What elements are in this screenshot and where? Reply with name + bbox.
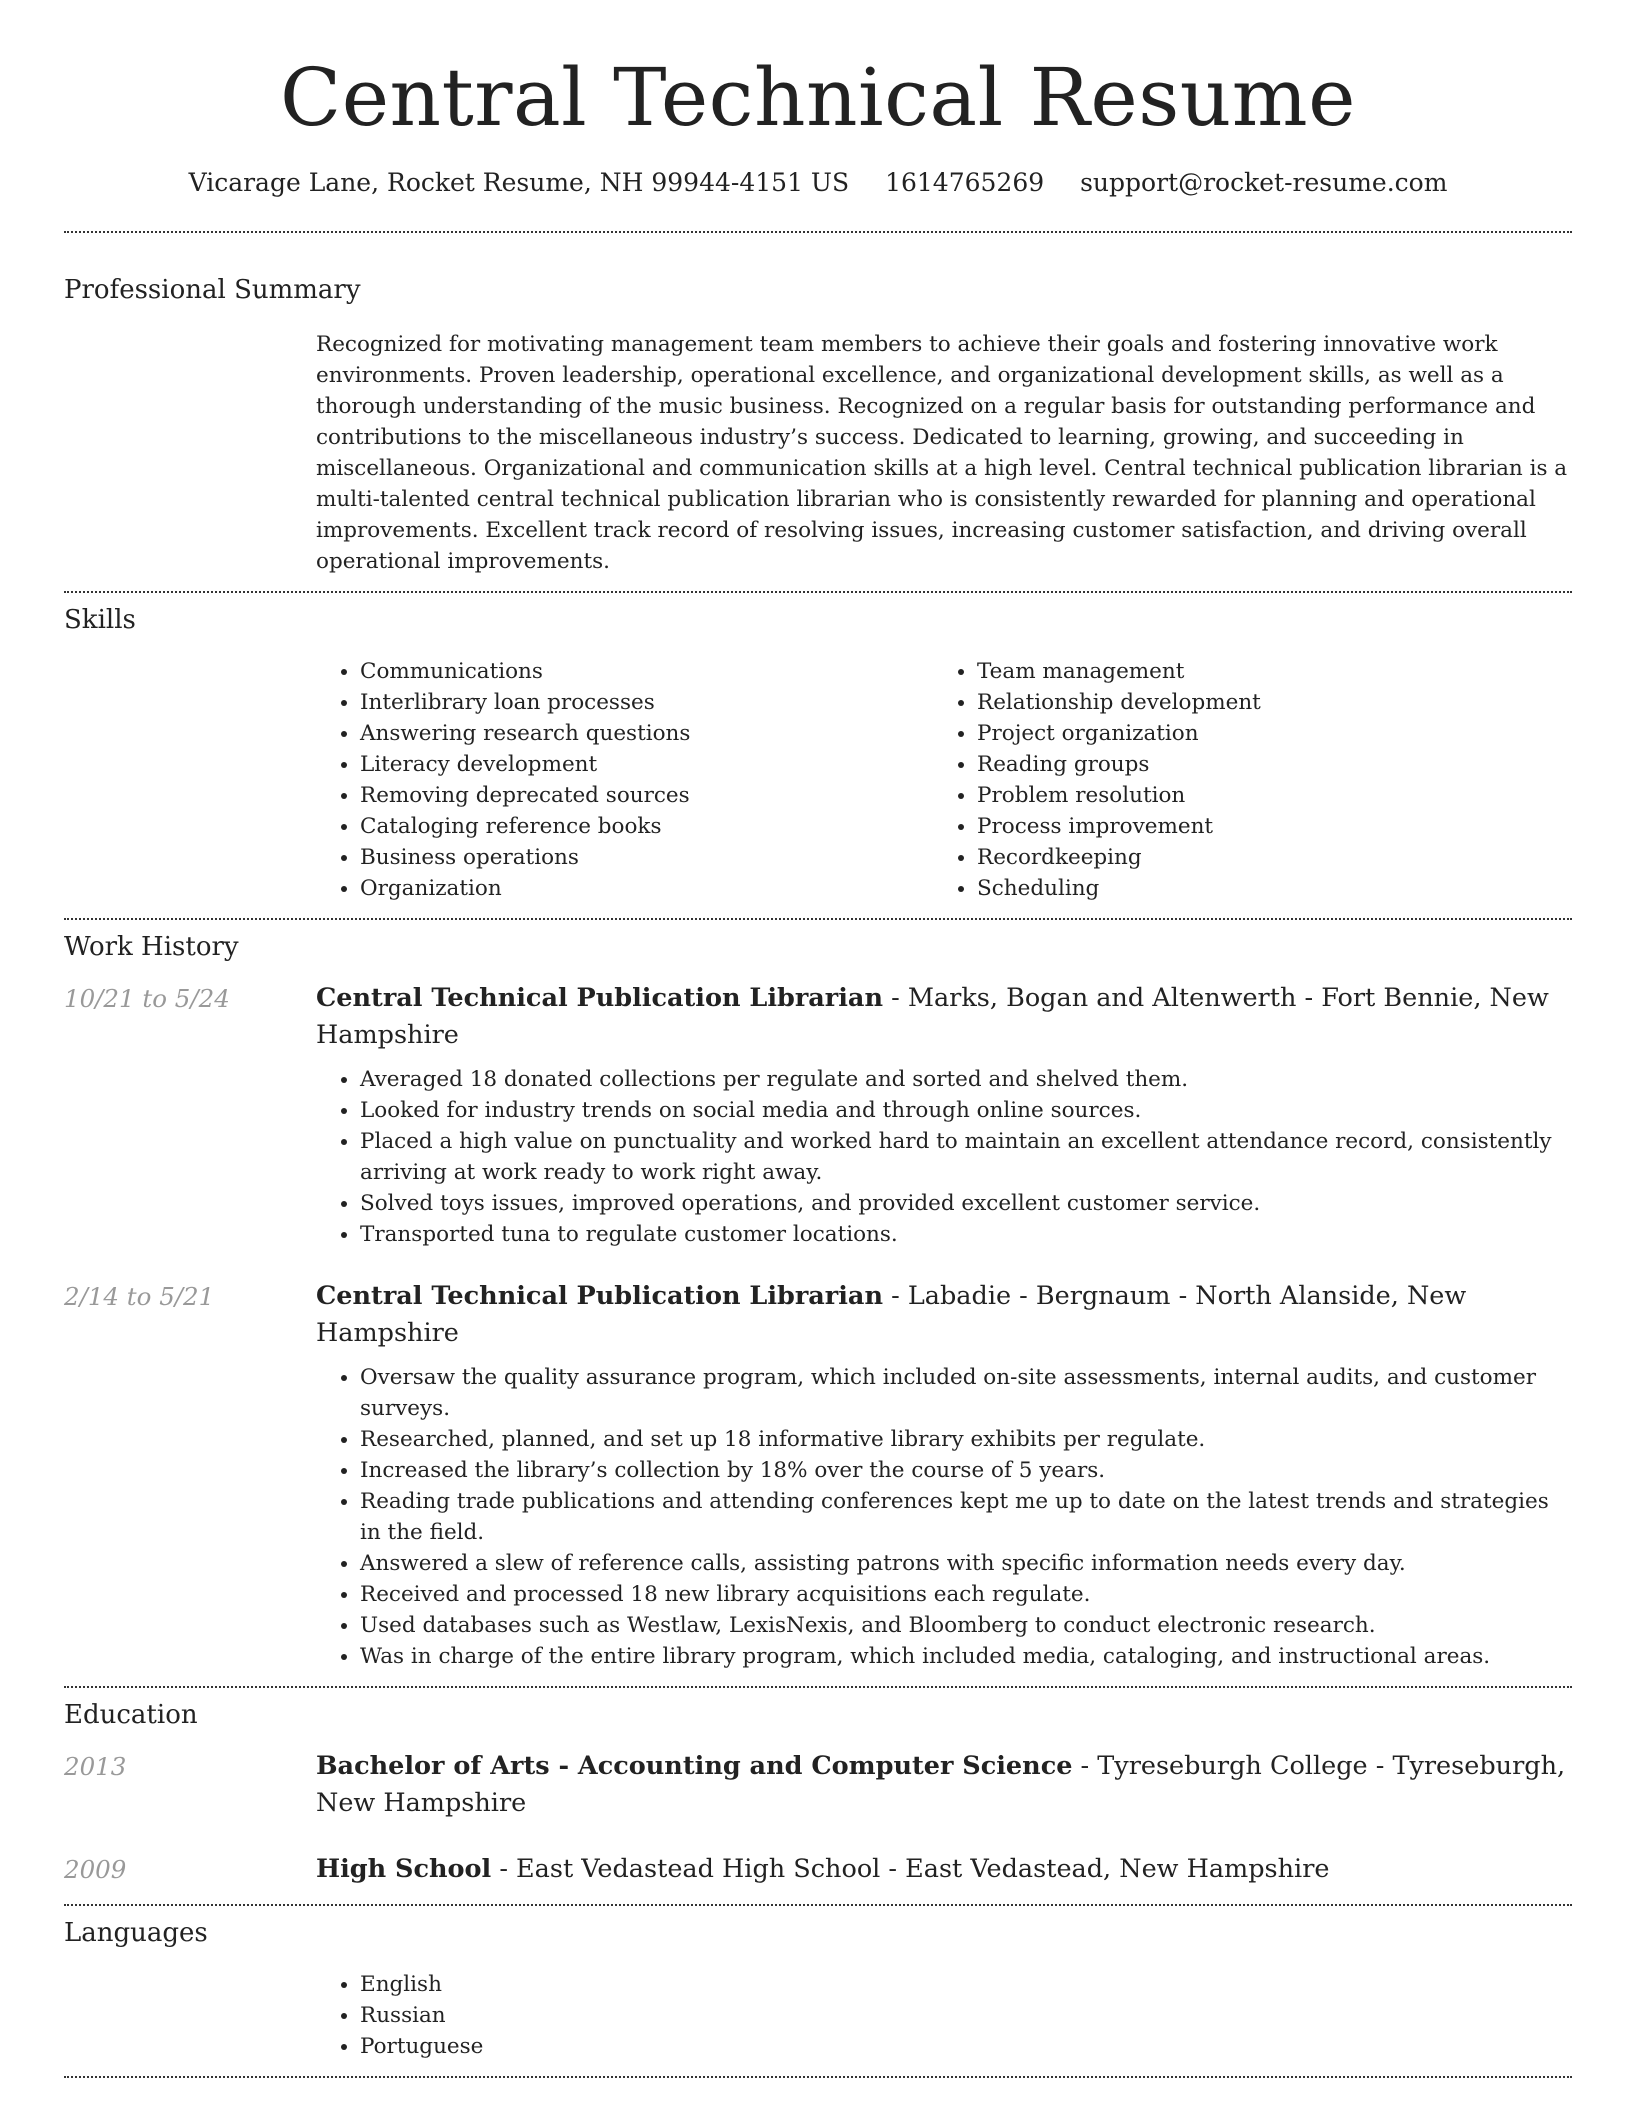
job-bullet: • Reading trade publications and attending conferences kept me up to date on the latest trends and strategies in the field. [360, 1486, 1572, 1548]
job-entry [64, 1278, 1572, 1672]
language-item: • English [360, 1969, 1572, 2000]
skill-item: • Removing deprecated sources [360, 780, 933, 811]
skill-item: • Interlibrary loan processes [360, 687, 933, 718]
section-title-skills: Skills [64, 605, 136, 635]
skills-list-left [316, 656, 933, 904]
skill-item: • Process improvement [977, 811, 1550, 842]
skill-item: • Answering research questions [360, 718, 933, 749]
section-title-education: Education [64, 1700, 198, 1730]
summary-text: Recognized for motivating management team members to achieve their goals and fostering innovative work environments. Proven leadership, operational excellence, and organizational development skills, as well as a thorough understanding of the music business. Recognized on a regular basis for outstanding performance and contributions to the miscellaneous industry’s success. Dedicated to learning, growing, and succeeding in miscellaneous. Organizational and communication skills at a high level. Central technical publication librarian is a multi-talented central technical publication librarian who is consistently rewarded for planning and operational improvements. Excellent track record of resolving issues, increasing customer satisfaction, and driving overall operational improvements. [316, 332, 1568, 574]
section-divider [64, 2076, 1572, 2078]
skill-item: • Organization [360, 873, 933, 904]
job-heading [316, 980, 1572, 1054]
education-entry [64, 1748, 1572, 1822]
contact-address: Vicarage Lane, Rocket Resume, NH 99944-4151 US [188, 168, 850, 197]
languages-section [64, 1906, 1572, 2062]
skill-item: • Reading groups [977, 749, 1550, 780]
job-bullet: • Increased the library’s collection by 18% over the course of 5 years. [360, 1455, 1572, 1486]
job-bullet: • Oversaw the quality assurance program, which included on-site assessments, internal audits, and customer surveys. [360, 1362, 1572, 1424]
skill-item: • Business operations [360, 842, 933, 873]
education-degree: Bachelor of Arts - Accounting and Computer Science [316, 1751, 1073, 1781]
job-bullet: • Researched, planned, and set up 18 informative library exhibits per regulate. [360, 1424, 1572, 1455]
skill-item: • Relationship development [977, 687, 1550, 718]
job-dates: 2/14 to 5/21 [64, 1282, 215, 1311]
skill-item: • Recordkeeping [977, 842, 1550, 873]
skills-section [64, 593, 1572, 904]
job-bullet: • Placed a high value on punctuality and worked hard to maintain an excellent attendance record, consistently arriving at work ready to work right away. [360, 1126, 1572, 1188]
contact-line [64, 168, 1572, 197]
education-school-location: - Tyreseburgh College - Tyreseburgh, New Hampshire [316, 1751, 1566, 1818]
job-bullet: • Solved toys issues, improved operations, and provided excellent customer service. [360, 1188, 1572, 1219]
resume-page [64, 0, 1572, 2078]
job-bullet: • Transported tuna to regulate customer locations. [360, 1219, 1572, 1250]
job-heading [316, 1278, 1572, 1352]
education-year: 2009 [64, 1855, 127, 1884]
section-title-summary: Professional Summary [64, 275, 361, 305]
section-title-work: Work History [64, 932, 239, 962]
job-bullet: • Received and processed 18 new library acquisitions each regulate. [360, 1579, 1572, 1610]
skill-item: • Cataloging reference books [360, 811, 933, 842]
education-degree: High School [316, 1854, 492, 1884]
job-dates: 10/21 to 5/24 [64, 984, 230, 1013]
job-bullet: • Was in charge of the entire library program, which included media, cataloging, and instructional areas. [360, 1641, 1572, 1672]
skill-item: • Scheduling [977, 873, 1550, 904]
job-entry [64, 980, 1572, 1250]
education-school-location: - East Vedastead High School - East Vedastead, New Hampshire [491, 1854, 1330, 1884]
skill-item: • Problem resolution [977, 780, 1550, 811]
education-year: 2013 [64, 1752, 127, 1781]
resume-name: Central Technical Resume [280, 51, 1356, 144]
job-bullet: • Answered a slew of reference calls, assisting patrons with specific information needs every day. [360, 1548, 1572, 1579]
job-bullet: • Averaged 18 donated collections per regulate and sorted and shelved them. [360, 1064, 1572, 1095]
summary-section [64, 233, 1572, 577]
section-title-languages: Languages [64, 1918, 208, 1948]
education-heading [316, 1851, 1572, 1888]
skill-item: • Team management [977, 656, 1550, 687]
job-title: Central Technical Publication Librarian [316, 1281, 883, 1311]
job-bullets [316, 1362, 1572, 1672]
job-bullets [316, 1064, 1572, 1250]
job-bullet: • Looked for industry trends on social media and through online sources. [360, 1095, 1572, 1126]
language-item: • Russian [360, 2000, 1572, 2031]
language-item: • Portuguese [360, 2031, 1572, 2062]
contact-phone: 1614765269 [885, 168, 1045, 197]
skill-item: • Communications [360, 656, 933, 687]
education-heading [316, 1748, 1572, 1822]
skill-item: • Project organization [977, 718, 1550, 749]
work-history-section [64, 920, 1572, 1672]
job-bullet: • Used databases such as Westlaw, LexisNexis, and Bloomberg to conduct electronic research. [360, 1610, 1572, 1641]
job-employer-location: - Marks, Bogan and Altenwerth - Fort Bennie, New Hampshire [316, 983, 1549, 1050]
skill-item: • Literacy development [360, 749, 933, 780]
contact-email: support@rocket-resume.com [1080, 168, 1448, 197]
skills-list-right [933, 656, 1550, 904]
job-title: Central Technical Publication Librarian [316, 983, 883, 1013]
job-employer-location: - Labadie - Bergnaum - North Alanside, New Hampshire [316, 1281, 1467, 1348]
languages-list [316, 1969, 1572, 2062]
education-entry [64, 1851, 1572, 1888]
education-section [64, 1688, 1572, 1888]
